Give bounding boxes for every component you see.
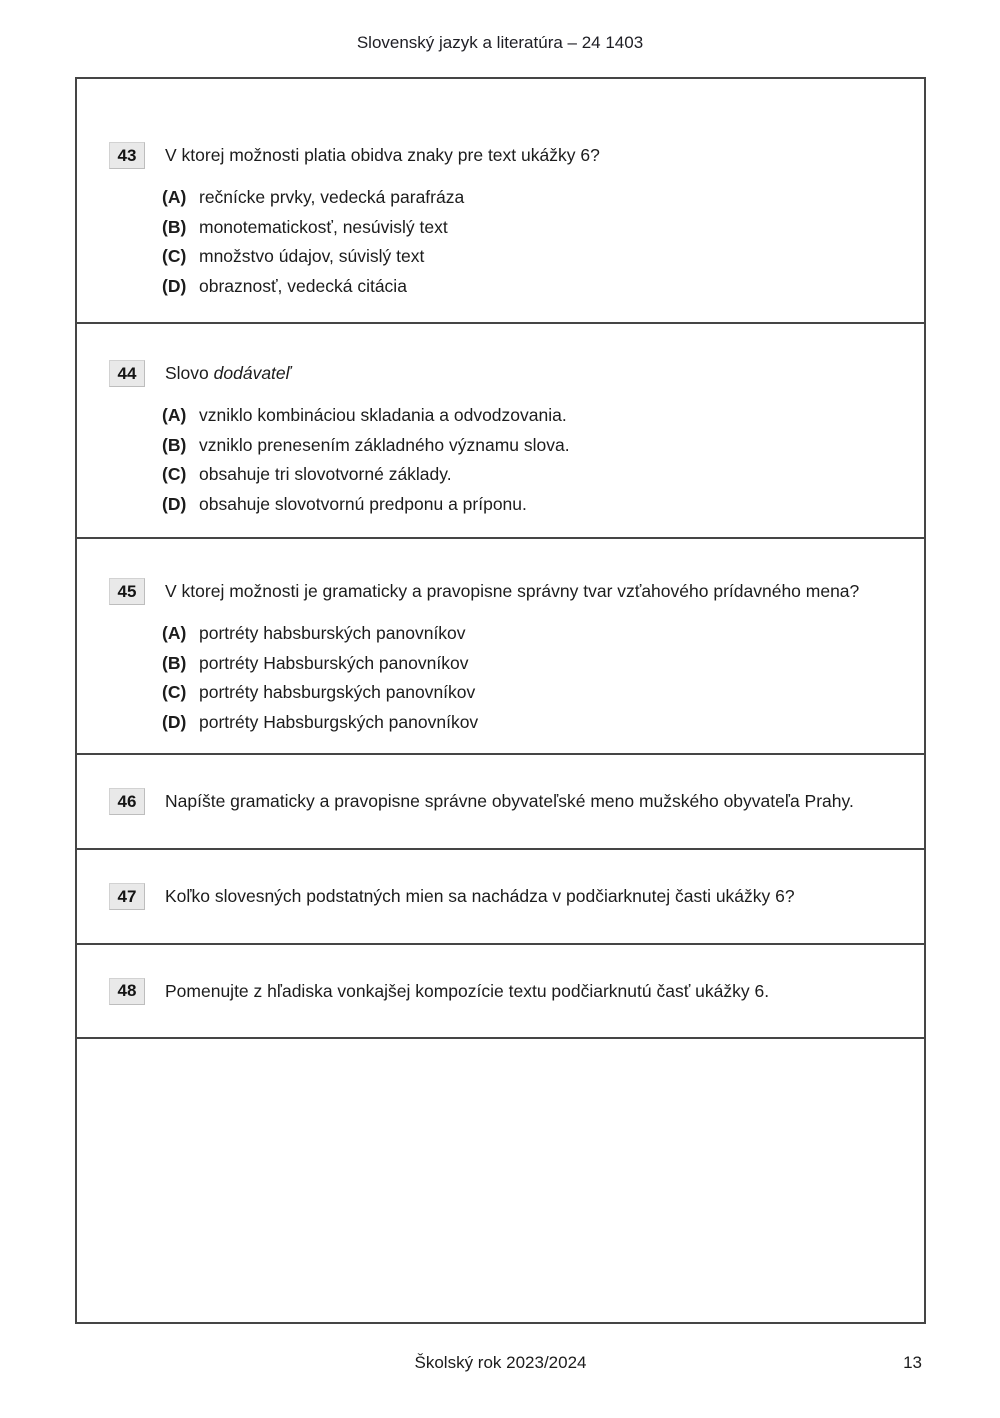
option-text: množstvo údajov, súvislý text <box>199 246 425 266</box>
question-45-head <box>77 578 924 605</box>
footer-school-year: Školský rok 2023/2024 <box>414 1353 587 1372</box>
footer-page-number: 13 <box>903 1353 922 1372</box>
question-row-44 <box>77 324 924 539</box>
question-number-badge: 48 <box>109 978 145 1005</box>
page-header-title: Slovenský jazyk a literatúra – 24 1403 <box>356 33 644 52</box>
question-row-47 <box>77 850 924 945</box>
option-text: portréty habsburských panovníkov <box>199 623 466 643</box>
option-a <box>162 401 924 431</box>
option-d <box>162 272 924 302</box>
question-46-head <box>77 788 854 815</box>
option-label: (A) <box>162 405 187 425</box>
question-number-badge: 47 <box>109 883 145 910</box>
question-text: Pomenujte z hľadiska vonkajšej kompozície textu podčiarknutú časť ukážky 6. <box>165 980 770 1001</box>
option-text: obsahuje slovotvornú predponu a príponu. <box>199 493 527 514</box>
question-text: Koľko slovesných podstatných mien sa nachádza v podčiarknutej časti ukážky 6? <box>165 886 795 906</box>
option-text: vzniklo prenesením základného významu slova. <box>199 434 570 455</box>
question-45-options <box>77 619 924 737</box>
page-footer <box>75 1353 926 1373</box>
question-43-head <box>77 142 924 169</box>
option-label: (A) <box>162 623 187 643</box>
question-44-options <box>77 401 924 519</box>
question-44-head <box>77 360 924 387</box>
option-label: (C) <box>162 464 187 484</box>
question-text <box>165 363 291 384</box>
questions-table <box>75 77 926 1324</box>
option-d <box>162 490 924 520</box>
question-row-43 <box>77 79 924 324</box>
option-text: vzniklo kombináciou skladania a odvodzovania. <box>199 405 567 425</box>
option-c <box>162 242 924 272</box>
option-text: portréty Habsburgských panovníkov <box>199 711 479 732</box>
option-text: portréty Habsburských panovníkov <box>199 652 469 673</box>
question-43-options <box>77 183 924 301</box>
option-label: (D) <box>162 275 187 296</box>
option-label: (C) <box>162 246 187 266</box>
option-d <box>162 708 924 738</box>
option-text: rečnícke prvky, vedecká parafráza <box>199 187 465 207</box>
question-row-48 <box>77 945 924 1039</box>
option-a <box>162 183 924 213</box>
option-c <box>162 678 924 708</box>
option-label: (A) <box>162 187 187 207</box>
question-row-45 <box>77 539 924 755</box>
question-text-italic: dodávateľ <box>213 363 291 383</box>
option-label: (B) <box>162 434 187 455</box>
option-b <box>162 213 924 243</box>
option-label: (C) <box>162 682 187 702</box>
question-number-badge: 45 <box>109 578 145 605</box>
question-number-badge: 44 <box>109 360 145 387</box>
option-text: obsahuje tri slovotvorné základy. <box>199 464 452 484</box>
question-48-head <box>77 978 769 1005</box>
question-47-head <box>77 883 795 910</box>
option-label: (B) <box>162 216 187 237</box>
option-b <box>162 431 924 461</box>
option-text: portréty habsburgských panovníkov <box>199 682 476 702</box>
option-c <box>162 460 924 490</box>
question-text-plain: Slovo <box>165 363 214 383</box>
question-text: Napíšte gramaticky a pravopisne správne obyvateľské meno mužského obyvateľa Prahy. <box>165 791 854 811</box>
option-label: (B) <box>162 652 187 673</box>
option-a <box>162 619 924 649</box>
question-text: V ktorej možnosti je gramaticky a pravopisne správny tvar vzťahového prídavného mena? <box>165 581 860 601</box>
option-text: monotematickosť, nesúvislý text <box>199 216 448 237</box>
question-text: V ktorej možnosti platia obidva znaky pre text ukážky 6? <box>165 145 600 165</box>
question-number-badge: 46 <box>109 788 145 815</box>
empty-answer-area <box>77 1039 924 1322</box>
option-label: (D) <box>162 493 187 514</box>
option-b <box>162 649 924 679</box>
question-number-badge: 43 <box>109 142 145 169</box>
option-text: obraznosť, vedecká citácia <box>199 275 407 296</box>
question-row-46 <box>77 755 924 850</box>
option-label: (D) <box>162 711 187 732</box>
